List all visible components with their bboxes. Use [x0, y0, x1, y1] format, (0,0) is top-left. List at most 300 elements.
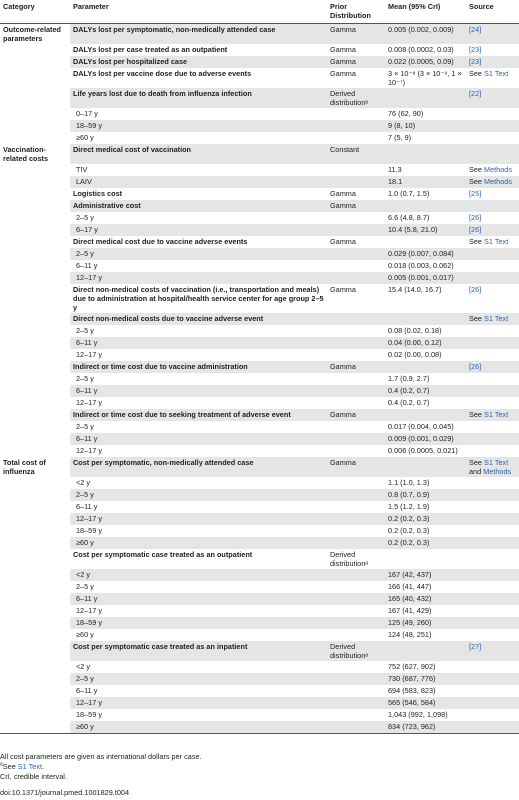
table-row — [0, 617, 519, 629]
table-row — [0, 421, 519, 433]
table-footnotes — [0, 752, 519, 782]
table-row — [0, 24, 519, 45]
cell-parameter: DALYs lost per vaccine dose due to adverse events — [73, 69, 252, 78]
cell-mean: 167 (41, 429) — [388, 606, 432, 615]
cell-category — [0, 617, 70, 629]
table-row — [0, 629, 519, 641]
cell-mean: 0.4 (0.2, 0.7) — [388, 398, 430, 407]
table-row — [0, 685, 519, 697]
cell-category — [0, 685, 70, 697]
table-row — [0, 164, 519, 176]
cell-mean: 1.0 (0.7, 1.5) — [388, 189, 430, 198]
cell-prior — [327, 697, 385, 709]
cell-mean — [385, 200, 466, 212]
cell-prior — [327, 212, 385, 224]
cell-category — [0, 409, 70, 421]
cell-category: Outcome-related parameters — [0, 24, 70, 45]
footnote-currency: All cost parameters are given as international dollars per case. — [0, 752, 202, 761]
source-prefix: See — [469, 237, 485, 246]
cell-source — [466, 537, 519, 549]
cell-prior — [327, 605, 385, 617]
cell-prior — [327, 709, 385, 721]
cell-prior — [327, 176, 385, 188]
cell-parameter: Indirect or time cost due to vaccine administration — [70, 361, 327, 373]
table-row — [0, 569, 519, 581]
cell-prior: Gamma — [327, 56, 385, 68]
cell-source — [466, 68, 519, 88]
source-link[interactable]: Methods — [484, 165, 513, 174]
header-source: Source — [466, 0, 519, 24]
cell-prior — [327, 513, 385, 525]
cell-category: Vaccination-related costs — [0, 144, 70, 164]
cell-mean: 1,043 (992, 1,098) — [388, 710, 448, 719]
table-row — [0, 260, 519, 272]
table-body — [0, 24, 519, 734]
source-prefix: See — [469, 314, 485, 323]
cell-mean: 0.005 (0.001, 0.017) — [385, 272, 466, 284]
cell-source — [466, 349, 519, 361]
cell-mean: 0.2 (0.2, 0.3) — [388, 526, 430, 535]
table-row — [0, 549, 519, 569]
cell-source — [466, 325, 519, 337]
table-row — [0, 433, 519, 445]
cell-mean: 1.7 (0.9, 2.7) — [388, 374, 430, 383]
cell-source — [466, 641, 519, 661]
table-row — [0, 513, 519, 525]
source-link[interactable]: [26] — [469, 285, 482, 294]
cell-prior — [327, 581, 385, 593]
footnote-a — [0, 762, 519, 772]
source-link[interactable]: S1 Text — [484, 410, 509, 419]
cell-category — [0, 421, 70, 433]
cell-parameter: Cost per symptomatic case treated as an outpatient — [73, 550, 253, 559]
cell-category — [0, 385, 70, 397]
cell-source — [466, 188, 519, 200]
cell-parameter: 12–17 y — [76, 606, 102, 615]
cell-prior — [327, 349, 385, 361]
cell-source — [466, 284, 519, 313]
cell-source — [466, 513, 519, 525]
table-row — [0, 200, 519, 212]
table-row — [0, 537, 519, 549]
source-link[interactable]: [22] — [469, 89, 482, 98]
cell-parameter: ≥60 y — [70, 721, 327, 734]
cell-mean: 0.006 (0.0005, 0.021) — [388, 446, 458, 455]
table-row — [0, 88, 519, 108]
table-row — [0, 212, 519, 224]
cell-source — [466, 44, 519, 56]
table-row — [0, 144, 519, 164]
cell-parameter: 6–11 y — [70, 385, 327, 397]
cell-parameter: 2–5 y — [76, 422, 94, 431]
cell-category — [0, 337, 70, 349]
cell-mean: 0.08 (0.02, 0.18) — [388, 326, 442, 335]
cell-parameter: 6–11 y — [76, 502, 98, 511]
cell-prior — [327, 617, 385, 629]
cell-category — [0, 537, 70, 549]
cell-category — [0, 593, 70, 605]
cell-category — [0, 641, 70, 661]
cell-category — [0, 605, 70, 617]
cell-parameter: 6–11 y — [70, 593, 327, 605]
cell-category — [0, 721, 70, 734]
cell-prior — [327, 685, 385, 697]
cell-parameter: 2–5 y — [76, 582, 94, 591]
cell-prior: Derived distributionᵃ — [330, 550, 369, 568]
cell-mean: 6.6 (4.8, 8.7) — [388, 213, 430, 222]
cell-prior — [327, 477, 385, 489]
table-row — [0, 236, 519, 248]
source-link[interactable]: Methods — [484, 177, 513, 186]
cell-category — [0, 248, 70, 260]
cell-source — [466, 629, 519, 641]
cell-parameter: Indirect or time cost due to seeking treatment of adverse event — [70, 409, 327, 421]
cell-prior — [327, 337, 385, 349]
cell-category — [0, 697, 70, 709]
cell-category — [0, 88, 70, 108]
cell-prior — [327, 433, 385, 445]
cell-source — [466, 569, 519, 581]
cell-prior — [327, 501, 385, 513]
source-link-2[interactable]: Methods — [483, 467, 512, 476]
cell-category — [0, 56, 70, 68]
cell-parameter: 12–17 y — [76, 350, 102, 359]
cell-parameter: Direct non-medical costs due to vaccine adverse event — [70, 313, 327, 325]
cell-parameter: Cost per symptomatic, non-medically attended case — [70, 457, 327, 477]
cell-prior: Derived distributionᵃ — [327, 88, 385, 108]
footnote-a-suffix: . — [42, 762, 45, 771]
table-row — [0, 457, 519, 477]
table-row — [0, 120, 519, 132]
footnote-a-link[interactable]: S1 Text — [17, 762, 42, 771]
cell-source — [466, 549, 519, 569]
cell-category — [0, 200, 70, 212]
cell-mean: 3 × 10⁻⁸ (3 × 10⁻⁹, 1 × 10⁻⁷) — [388, 69, 462, 87]
cell-mean: 834 (723, 962) — [385, 721, 466, 734]
cell-category — [0, 549, 70, 569]
cell-parameter: 6–17 y — [70, 224, 327, 236]
cell-source — [466, 212, 519, 224]
cell-source — [466, 457, 519, 477]
cell-source — [466, 409, 519, 421]
cell-mean: 752 (627, 902) — [388, 662, 436, 671]
cell-source — [466, 200, 519, 212]
table-row — [0, 445, 519, 457]
cell-source — [466, 385, 519, 397]
cell-source — [466, 272, 519, 284]
cell-prior — [327, 260, 385, 272]
header-category: Category — [0, 0, 70, 24]
cell-prior — [327, 224, 385, 236]
cell-source — [466, 144, 519, 164]
cell-category — [0, 629, 70, 641]
cell-source — [466, 337, 519, 349]
cell-prior — [327, 132, 385, 144]
cell-category — [0, 164, 70, 176]
cell-source — [466, 120, 519, 132]
cell-prior — [327, 248, 385, 260]
source-link[interactable]: [23] — [469, 45, 482, 54]
table-row — [0, 489, 519, 501]
cell-mean: 0.017 (0.004, 0.045) — [388, 422, 454, 431]
cell-parameter: 12–17 y — [76, 446, 102, 455]
cell-category — [0, 176, 70, 188]
cell-prior — [327, 164, 385, 176]
table-row — [0, 248, 519, 260]
cell-source — [466, 445, 519, 457]
cell-mean: 0.2 (0.2, 0.3) — [385, 537, 466, 549]
cell-category — [0, 445, 70, 457]
cell-source — [466, 373, 519, 385]
cell-mean — [385, 457, 466, 477]
table-row — [0, 477, 519, 489]
cell-category — [0, 673, 70, 685]
cell-parameter: 12–17 y — [76, 398, 102, 407]
cell-mean: 0.2 (0.2, 0.3) — [385, 513, 466, 525]
source-prefix: See — [469, 177, 485, 186]
cell-source — [466, 581, 519, 593]
cell-parameter: Cost per symptomatic case treated as an inpatient — [70, 641, 327, 661]
source-link[interactable]: [24] — [469, 25, 482, 34]
cell-parameter: DALYs lost per case treated as an outpatient — [73, 45, 228, 54]
cell-category — [0, 489, 70, 501]
cell-source — [466, 24, 519, 45]
cell-source — [466, 260, 519, 272]
cell-prior — [327, 272, 385, 284]
cell-parameter: 18–59 y — [70, 120, 327, 132]
cell-prior — [327, 661, 385, 673]
cell-source — [466, 56, 519, 68]
cell-prior — [327, 537, 385, 549]
source-link[interactable]: [26] — [469, 225, 482, 234]
cell-category — [0, 525, 70, 537]
table-row — [0, 176, 519, 188]
table-row — [0, 361, 519, 373]
cell-parameter: DALYs lost per hospitalized case — [70, 56, 327, 68]
cell-source — [466, 248, 519, 260]
cell-source — [466, 164, 519, 176]
cell-mean: 0.018 (0.003, 0.062) — [388, 261, 454, 270]
source-link[interactable]: S1 Text — [484, 69, 509, 78]
cell-source — [466, 313, 519, 325]
cell-source — [466, 433, 519, 445]
table-row — [0, 721, 519, 734]
cell-mean: 15.4 (14.0, 16.7) — [388, 285, 442, 294]
cell-category — [0, 433, 70, 445]
cell-category — [0, 581, 70, 593]
cell-prior — [327, 569, 385, 581]
cell-category — [0, 272, 70, 284]
cell-category: Total cost of influenza — [0, 457, 70, 477]
source-link[interactable]: [25] — [469, 189, 482, 198]
cell-mean — [385, 144, 466, 164]
cell-mean: 730 (687, 776) — [385, 673, 466, 685]
footnote-cri: CrI, credible interval. — [0, 772, 67, 781]
cell-category — [0, 477, 70, 489]
source-link[interactable]: [26] — [469, 362, 482, 371]
cell-source — [466, 525, 519, 537]
cell-parameter: 6–11 y — [76, 686, 98, 695]
cell-mean — [385, 236, 466, 248]
cell-mean: 1.1 (1.0, 1.3) — [388, 478, 430, 487]
cell-mean — [385, 641, 466, 661]
cell-source — [466, 236, 519, 248]
source-prefix: See — [469, 410, 485, 419]
cell-parameter: 6–11 y — [76, 261, 98, 270]
cell-parameter: LAIV — [70, 176, 327, 188]
cell-parameter: 6–11 y — [70, 433, 327, 445]
cell-mean: 0.8 (0.7, 0.9) — [385, 489, 466, 501]
cell-parameter: ≥60 y — [76, 133, 94, 142]
cell-source — [466, 224, 519, 236]
cell-parameter: ≥60 y — [70, 537, 327, 549]
cell-mean: 0.009 (0.001, 0.029) — [385, 433, 466, 445]
cell-category — [0, 569, 70, 581]
cell-category — [0, 44, 70, 56]
cell-mean: 7 (5, 9) — [388, 133, 412, 142]
cell-category — [0, 188, 70, 200]
cell-parameter: 2–5 y — [76, 374, 94, 383]
cell-source — [466, 709, 519, 721]
cell-mean: 0.04 (0.00, 0.12) — [385, 337, 466, 349]
cell-prior: Gamma — [330, 45, 356, 54]
table-row — [0, 661, 519, 673]
source-link[interactable]: S1 Text — [484, 314, 509, 323]
cell-source — [466, 605, 519, 617]
table-row — [0, 188, 519, 200]
cell-category — [0, 120, 70, 132]
table-row — [0, 673, 519, 685]
cell-category — [0, 313, 70, 325]
cell-category — [0, 132, 70, 144]
table-row — [0, 284, 519, 313]
cell-prior: Gamma — [330, 285, 356, 294]
table-row — [0, 593, 519, 605]
cell-prior: Gamma — [330, 69, 356, 78]
cell-category — [0, 661, 70, 673]
cell-category — [0, 224, 70, 236]
cell-mean — [385, 549, 466, 569]
cell-prior: Gamma — [327, 361, 385, 373]
cell-mean: 18.1 — [385, 176, 466, 188]
table-row — [0, 385, 519, 397]
cell-parameter: Direct non-medical costs of vaccination (i.e., transportation and meals) due to administration at hospital/health service center for age group 2–5 y — [73, 285, 324, 312]
cell-source — [466, 697, 519, 709]
source-mid: and — [469, 467, 484, 476]
table-row — [0, 108, 519, 120]
cell-mean: 124 (48, 251) — [388, 630, 432, 639]
cell-prior — [327, 325, 385, 337]
cell-source — [466, 88, 519, 108]
cell-source — [466, 617, 519, 629]
cell-source — [466, 721, 519, 734]
cell-parameter: Life years lost due to death from influenza infection — [70, 88, 327, 108]
table-row — [0, 525, 519, 537]
source-link[interactable]: [27] — [469, 642, 482, 651]
cell-prior — [327, 421, 385, 433]
cell-prior — [327, 629, 385, 641]
table-row — [0, 337, 519, 349]
source-link[interactable]: [26] — [469, 213, 482, 222]
source-link[interactable]: S1 Text — [484, 458, 509, 467]
cell-prior: Constant — [327, 144, 385, 164]
cell-category — [0, 349, 70, 361]
cell-source — [466, 685, 519, 697]
cell-parameter: <2 y — [76, 478, 90, 487]
cell-prior — [327, 673, 385, 685]
cell-category — [0, 513, 70, 525]
cell-mean: 0.008 (0.0002, 0.03) — [388, 45, 454, 54]
table-row — [0, 581, 519, 593]
footnote-a-prefix: See — [2, 762, 18, 771]
cell-category — [0, 373, 70, 385]
cell-prior — [327, 373, 385, 385]
cell-category — [0, 709, 70, 721]
cell-category — [0, 108, 70, 120]
cell-source — [466, 673, 519, 685]
source-prefix: See — [469, 165, 485, 174]
table-row — [0, 44, 519, 56]
table-row — [0, 272, 519, 284]
cell-category — [0, 68, 70, 88]
cell-mean: 0.4 (0.2, 0.7) — [385, 385, 466, 397]
table-row — [0, 373, 519, 385]
cell-mean: 10.4 (5.8, 21.0) — [385, 224, 466, 236]
source-link[interactable]: S1 Text — [484, 237, 509, 246]
cell-mean: 694 (583, 823) — [388, 686, 436, 695]
cell-prior — [327, 313, 385, 325]
cell-mean: 0.005 (0.002, 0.009) — [385, 24, 466, 45]
cell-parameter: <2 y — [70, 569, 327, 581]
cell-mean: 125 (49, 260) — [385, 617, 466, 629]
cell-parameter: 2–5 y — [76, 326, 94, 335]
cell-mean — [385, 361, 466, 373]
cell-mean — [385, 409, 466, 421]
cell-parameter: Administrative cost — [70, 200, 327, 212]
cell-category — [0, 501, 70, 513]
table-row — [0, 397, 519, 409]
table-row — [0, 313, 519, 325]
source-link[interactable]: [23] — [469, 57, 482, 66]
cell-source — [466, 593, 519, 605]
cell-prior — [327, 593, 385, 605]
cell-category — [0, 361, 70, 373]
cell-prior: Derived distributionᵃ — [327, 641, 385, 661]
cell-prior: Gamma — [327, 457, 385, 477]
cell-parameter: 18–59 y — [76, 710, 102, 719]
footnote-a-marker: a — [0, 761, 3, 768]
cell-parameter: DALYs lost per symptomatic, non-medically attended case — [70, 24, 327, 45]
table-row — [0, 132, 519, 144]
table-row — [0, 68, 519, 88]
cell-mean: 0.02 (0.00, 0.08) — [388, 350, 442, 359]
cell-mean: 0.022 (0.0005, 0.09) — [385, 56, 466, 68]
cell-category — [0, 212, 70, 224]
cell-prior: Gamma — [327, 200, 385, 212]
cell-mean: 565 (546, 584) — [385, 697, 466, 709]
cell-prior — [327, 445, 385, 457]
cell-source — [466, 397, 519, 409]
cell-parameter: 18–59 y — [76, 526, 102, 535]
cell-prior — [327, 120, 385, 132]
cell-category — [0, 397, 70, 409]
cell-parameter: 2–5 y — [70, 673, 327, 685]
cell-parameter: 12–17 y — [70, 272, 327, 284]
cell-source — [466, 132, 519, 144]
doi-text: doi:10.1371/journal.pmed.1001829.t004 — [0, 788, 130, 797]
cell-category — [0, 236, 70, 248]
cell-prior — [327, 108, 385, 120]
